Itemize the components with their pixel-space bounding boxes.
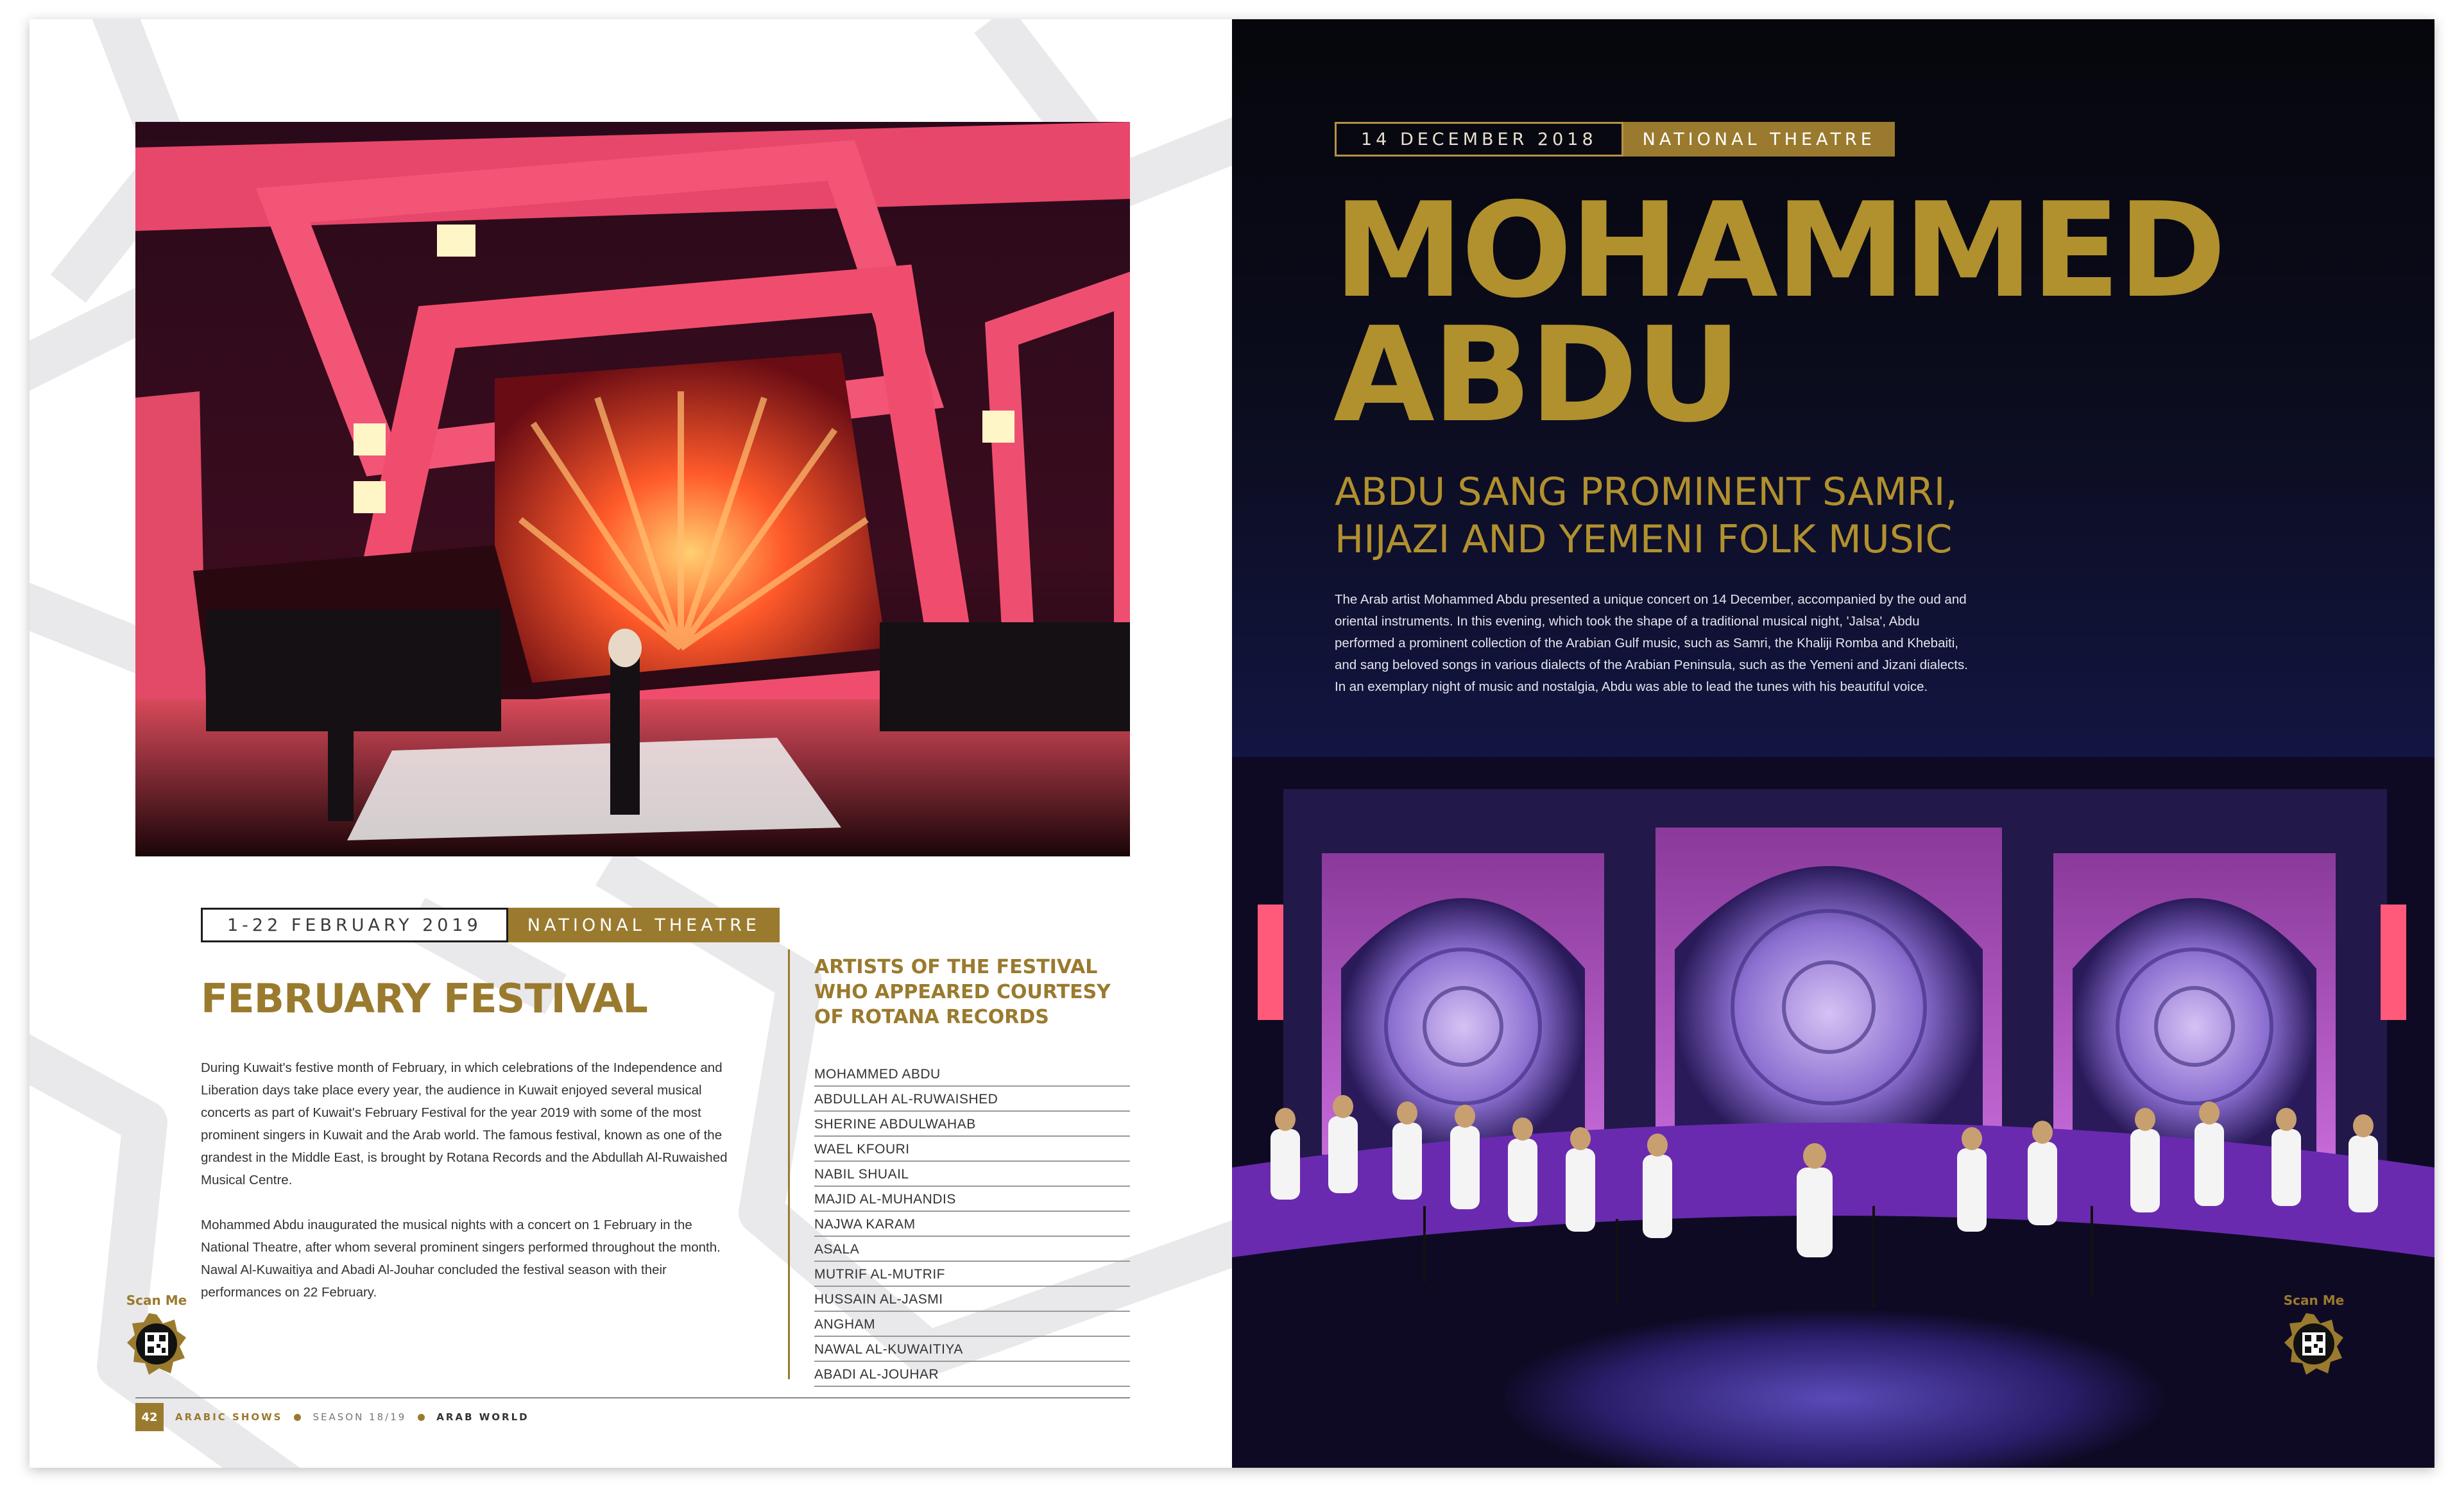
festival-venue: NATIONAL THEATRE bbox=[508, 908, 780, 942]
qr-badge-icon[interactable] bbox=[2283, 1313, 2345, 1375]
footer-dot bbox=[294, 1414, 301, 1421]
list-item: ASALA bbox=[814, 1237, 1130, 1262]
festival-date: 1-22 FEBRUARY 2019 bbox=[201, 908, 508, 942]
list-item: NAJWA KARAM bbox=[814, 1212, 1130, 1237]
footer-dot bbox=[418, 1414, 425, 1421]
concert-tag bbox=[1335, 122, 1895, 157]
footer-region: ARAB WORLD bbox=[436, 1411, 529, 1423]
footer-section: ARABIC SHOWS bbox=[175, 1411, 283, 1423]
list-item: MUTRIF AL-MUTRIF bbox=[814, 1262, 1130, 1287]
scan-me-label: Scan Me bbox=[126, 1293, 187, 1308]
concert-subtitle-line-2: HIJAZI AND YEMENI FOLK MUSIC bbox=[1335, 517, 1953, 562]
artists-column bbox=[788, 949, 1130, 1382]
magazine-spread bbox=[30, 19, 2434, 1468]
list-item: ABDULLAH AL-RUWAISHED bbox=[814, 1087, 1130, 1112]
artists-list bbox=[814, 1062, 1130, 1387]
concert-title bbox=[1333, 175, 2224, 452]
artists-heading: ARTISTS OF THE FESTIVAL WHO APPEARED COURTESY OF ROTANA RECORDS bbox=[814, 956, 1111, 1028]
scan-me-right[interactable] bbox=[2283, 1293, 2345, 1377]
festival-body bbox=[201, 1057, 740, 1326]
concert-body: The Arab artist Mohammed Abdu presented a unique concert on 14 December, accompanied by the oud and oriental instruments. In this evening, which took the shape of a traditional musical night, 'Jalsa', Abdu performed a prominent collection of the Arabian Gulf music, such as Samri, the Khaliji Romba and Khebaiti, and sang beloved songs in various dialects of the Arabian Peninsula, such as the Yemeni and Jizani dialects. In an exemplary night of music and nostalgia, Abdu was able to lead the tunes with his beautiful voice. bbox=[1335, 592, 1968, 694]
left-page bbox=[30, 19, 1232, 1468]
concert-title-line-2: ABDU bbox=[1333, 300, 1740, 452]
list-item: NAWAL AL-KUWAITIYA bbox=[814, 1337, 1130, 1362]
concert-title-line-1: MOHAMMED bbox=[1333, 175, 2224, 327]
concert-stage-photo bbox=[1232, 757, 2434, 1468]
scan-me-label: Scan Me bbox=[2283, 1293, 2345, 1308]
concert-venue: NATIONAL THEATRE bbox=[1623, 122, 1895, 157]
festival-title: FEBRUARY FESTIVAL bbox=[201, 975, 647, 1022]
festival-tag bbox=[201, 908, 780, 942]
list-item: NABIL SHUAIL bbox=[814, 1162, 1130, 1187]
footer-divider bbox=[135, 1397, 1130, 1398]
concert-subtitle bbox=[1335, 468, 1958, 563]
footer-season: SEASON 18/19 bbox=[312, 1411, 407, 1423]
list-item: ANGHAM bbox=[814, 1312, 1130, 1337]
list-item: MOHAMMED ABDU bbox=[814, 1062, 1130, 1087]
concert-date: 14 DECEMBER 2018 bbox=[1335, 122, 1623, 157]
scan-me-left[interactable] bbox=[126, 1293, 187, 1377]
qr-badge-icon[interactable] bbox=[126, 1313, 187, 1375]
list-item: WAEL KFOURI bbox=[814, 1137, 1130, 1162]
page-number: 42 bbox=[135, 1403, 164, 1431]
festival-paragraph-1: During Kuwait's festive month of February, in which celebrations of the Independence and Liberation days take place every year, the audience in Kuwait enjoyed several musical concerts as part of Kuwait's February Festival for the year 2019 with some of the most prominent singers in Kuwait and the Arab world. The famous festival, known as one of the grandest in the Middle East, is brought by Rotana Records and the Abdullah Al-Ruwaished Musical Centre. bbox=[201, 1060, 728, 1187]
festival-paragraph-2: Mohammed Abdu inaugurated the musical nights with a concert on 1 February in the National Theatre, after whom several prominent singers performed throughout the month. Nawal Al-Kuwaitiya and Abadi Al-Jouhar concluded the festival season with their performances on 22 February. bbox=[201, 1218, 721, 1300]
list-item: HUSSAIN AL-JASMI bbox=[814, 1287, 1130, 1312]
list-item: SHERINE ABDULWAHAB bbox=[814, 1112, 1130, 1137]
festival-stage-photo bbox=[135, 122, 1130, 856]
list-item: MAJID AL-MUHANDIS bbox=[814, 1187, 1130, 1212]
right-page bbox=[1232, 19, 2434, 1468]
list-item: ABADI AL-JOUHAR bbox=[814, 1362, 1130, 1387]
page-footer bbox=[135, 1402, 529, 1432]
concert-subtitle-line-1: ABDU SANG PROMINENT SAMRI, bbox=[1335, 470, 1958, 514]
